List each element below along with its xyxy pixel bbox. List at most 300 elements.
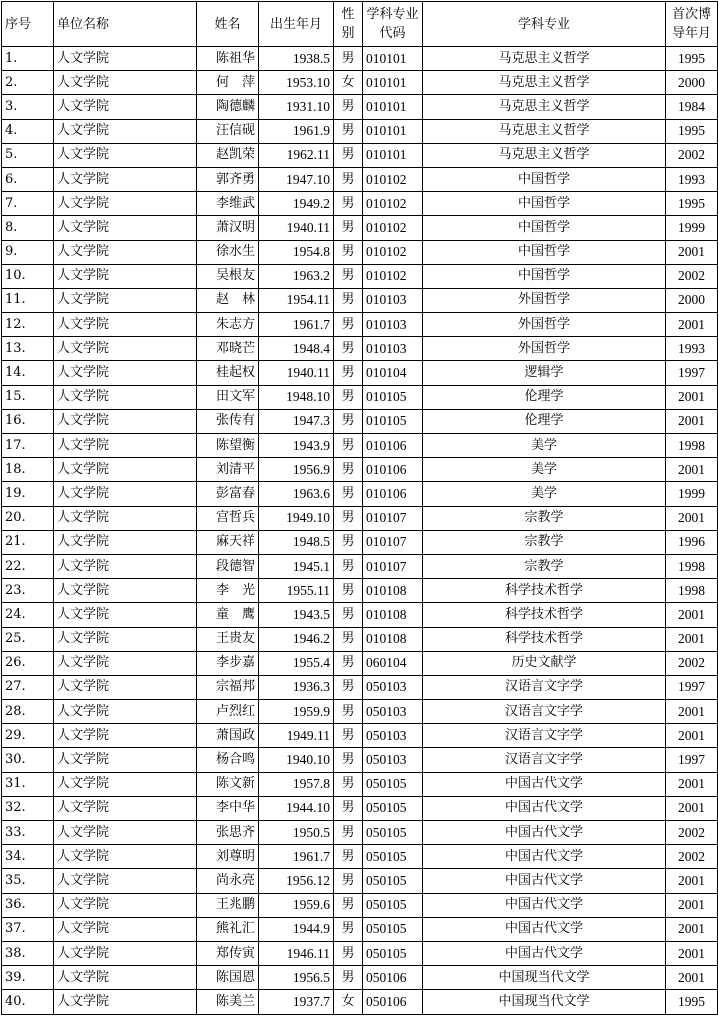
row-major: 美学 (423, 482, 666, 506)
row-birth: 1940.11 (259, 216, 334, 240)
row-unit: 人文学院 (54, 167, 197, 191)
row-index: 24. (2, 603, 54, 627)
row-birth: 1956.9 (259, 458, 334, 482)
row-year: 1997 (666, 675, 718, 699)
row-sex: 男 (334, 216, 363, 240)
row-unit: 人文学院 (54, 458, 197, 482)
row-unit: 人文学院 (54, 748, 197, 772)
row-major: 汉语言文字学 (423, 748, 666, 772)
row-code: 060104 (363, 651, 423, 675)
row-name: 宗福邦 (197, 675, 259, 699)
row-major: 历史文献学 (423, 651, 666, 675)
row-code: 050105 (363, 772, 423, 796)
row-unit: 人文学院 (54, 385, 197, 409)
row-index: 20. (2, 506, 54, 530)
row-birth: 1950.5 (259, 821, 334, 845)
row-index: 4. (2, 119, 54, 143)
row-major: 中国现当代文学 (423, 990, 666, 1014)
row-name: 陈文新 (197, 772, 259, 796)
row-unit: 人文学院 (54, 941, 197, 965)
row-unit: 人文学院 (54, 796, 197, 820)
header-birth: 出生年月 (259, 2, 334, 47)
table-row (2, 47, 718, 71)
row-birth: 1963.2 (259, 264, 334, 288)
row-major: 马克思主义哲学 (423, 95, 666, 119)
row-year: 2001 (666, 627, 718, 651)
row-unit: 人文学院 (54, 651, 197, 675)
row-sex: 男 (334, 845, 363, 869)
row-unit: 人文学院 (54, 724, 197, 748)
header-name: 姓名 (197, 2, 259, 47)
row-sex: 男 (334, 192, 363, 216)
row-year: 1996 (666, 530, 718, 554)
header-index: 序号 (2, 2, 54, 47)
row-birth: 1931.10 (259, 95, 334, 119)
row-birth: 1949.2 (259, 192, 334, 216)
row-birth: 1961.7 (259, 845, 334, 869)
table-row (2, 917, 718, 941)
row-name: 陈望衡 (197, 434, 259, 458)
row-sex: 男 (334, 167, 363, 191)
row-sex: 男 (334, 675, 363, 699)
row-index: 39. (2, 966, 54, 990)
table-row (2, 675, 718, 699)
row-birth: 1948.10 (259, 385, 334, 409)
table-row (2, 893, 718, 917)
row-year: 2001 (666, 917, 718, 941)
row-index: 10. (2, 264, 54, 288)
row-code: 010105 (363, 385, 423, 409)
row-name: 萧国政 (197, 724, 259, 748)
row-index: 34. (2, 845, 54, 869)
row-name: 刘清平 (197, 458, 259, 482)
table-row (2, 409, 718, 433)
row-code: 050105 (363, 917, 423, 941)
table-row (2, 627, 718, 651)
row-unit: 人文学院 (54, 893, 197, 917)
row-major: 中国古代文学 (423, 796, 666, 820)
row-birth: 1947.10 (259, 167, 334, 191)
table-row (2, 385, 718, 409)
row-code: 010101 (363, 71, 423, 95)
row-birth: 1938.5 (259, 47, 334, 71)
row-name: 李步嘉 (197, 651, 259, 675)
row-name: 李中华 (197, 796, 259, 820)
row-unit: 人文学院 (54, 264, 197, 288)
row-year: 1995 (666, 119, 718, 143)
row-name: 邓晓芒 (197, 337, 259, 361)
row-unit: 人文学院 (54, 216, 197, 240)
row-birth: 1947.3 (259, 409, 334, 433)
row-code: 050106 (363, 966, 423, 990)
row-index: 5. (2, 143, 54, 167)
row-name: 张思齐 (197, 821, 259, 845)
row-code: 010106 (363, 458, 423, 482)
row-sex: 男 (334, 264, 363, 288)
row-sex: 男 (334, 821, 363, 845)
row-major: 马克思主义哲学 (423, 47, 666, 71)
row-code: 010107 (363, 530, 423, 554)
row-year: 2002 (666, 264, 718, 288)
row-year: 2001 (666, 724, 718, 748)
row-major: 中国古代文学 (423, 845, 666, 869)
row-sex: 男 (334, 337, 363, 361)
row-unit: 人文学院 (54, 482, 197, 506)
row-sex: 男 (334, 409, 363, 433)
row-code: 010102 (363, 167, 423, 191)
row-year: 2001 (666, 893, 718, 917)
row-birth: 1949.11 (259, 724, 334, 748)
row-year: 1999 (666, 482, 718, 506)
row-birth: 1948.5 (259, 530, 334, 554)
row-major: 外国哲学 (423, 337, 666, 361)
row-unit: 人文学院 (54, 966, 197, 990)
row-sex: 男 (334, 482, 363, 506)
row-sex: 男 (334, 434, 363, 458)
table-header (2, 2, 718, 47)
row-birth: 1954.8 (259, 240, 334, 264)
row-name: 郑传寅 (197, 941, 259, 965)
row-index: 7. (2, 192, 54, 216)
row-sex: 男 (334, 651, 363, 675)
row-birth: 1948.4 (259, 337, 334, 361)
row-index: 19. (2, 482, 54, 506)
row-code: 010102 (363, 264, 423, 288)
header-row (2, 2, 718, 47)
row-index: 17. (2, 434, 54, 458)
table-row (2, 748, 718, 772)
row-index: 1. (2, 47, 54, 71)
row-major: 汉语言文字学 (423, 675, 666, 699)
row-birth: 1955.11 (259, 579, 334, 603)
table-row (2, 506, 718, 530)
row-unit: 人文学院 (54, 47, 197, 71)
row-index: 16. (2, 409, 54, 433)
row-major: 宗教学 (423, 530, 666, 554)
row-year: 2001 (666, 796, 718, 820)
row-sex: 男 (334, 941, 363, 965)
row-major: 外国哲学 (423, 288, 666, 312)
row-name: 田文军 (197, 385, 259, 409)
row-birth: 1946.11 (259, 941, 334, 965)
table-row (2, 337, 718, 361)
row-year: 1993 (666, 337, 718, 361)
row-unit: 人文学院 (54, 337, 197, 361)
row-major: 中国哲学 (423, 167, 666, 191)
row-unit: 人文学院 (54, 772, 197, 796)
row-unit: 人文学院 (54, 143, 197, 167)
header-major: 学科专业 (423, 2, 666, 47)
row-index: 3. (2, 95, 54, 119)
row-code: 010101 (363, 119, 423, 143)
row-unit: 人文学院 (54, 506, 197, 530)
row-birth: 1959.9 (259, 700, 334, 724)
row-sex: 男 (334, 530, 363, 554)
row-year: 2001 (666, 385, 718, 409)
row-birth: 1963.6 (259, 482, 334, 506)
row-unit: 人文学院 (54, 627, 197, 651)
row-year: 1999 (666, 216, 718, 240)
row-sex: 男 (334, 724, 363, 748)
row-birth: 1954.11 (259, 288, 334, 312)
row-code: 050105 (363, 796, 423, 820)
row-sex: 男 (334, 506, 363, 530)
row-major: 宗教学 (423, 554, 666, 578)
row-sex: 男 (334, 119, 363, 143)
row-sex: 男 (334, 893, 363, 917)
row-name: 张传有 (197, 409, 259, 433)
row-unit: 人文学院 (54, 917, 197, 941)
table-row (2, 95, 718, 119)
row-year: 2001 (666, 240, 718, 264)
row-code: 010103 (363, 288, 423, 312)
row-sex: 男 (334, 361, 363, 385)
row-year: 1995 (666, 47, 718, 71)
table-row (2, 482, 718, 506)
row-code: 050106 (363, 990, 423, 1014)
row-major: 伦理学 (423, 385, 666, 409)
row-year: 2001 (666, 506, 718, 530)
row-code: 010104 (363, 361, 423, 385)
row-name: 杨合鸣 (197, 748, 259, 772)
row-unit: 人文学院 (54, 845, 197, 869)
table-row (2, 240, 718, 264)
row-major: 中国哲学 (423, 216, 666, 240)
row-major: 科学技术哲学 (423, 603, 666, 627)
row-unit: 人文学院 (54, 313, 197, 337)
row-major: 伦理学 (423, 409, 666, 433)
table-row (2, 990, 718, 1014)
row-birth: 1957.8 (259, 772, 334, 796)
row-birth: 1961.9 (259, 119, 334, 143)
row-year: 1998 (666, 434, 718, 458)
row-index: 27. (2, 675, 54, 699)
table-row (2, 869, 718, 893)
row-unit: 人文学院 (54, 119, 197, 143)
row-birth: 1961.7 (259, 313, 334, 337)
row-sex: 女 (334, 71, 363, 95)
row-code: 010103 (363, 313, 423, 337)
row-sex: 男 (334, 554, 363, 578)
row-birth: 1945.1 (259, 554, 334, 578)
row-year: 2001 (666, 458, 718, 482)
row-year: 2001 (666, 966, 718, 990)
table-row (2, 724, 718, 748)
table-row (2, 700, 718, 724)
row-year: 1984 (666, 95, 718, 119)
row-major: 中国古代文学 (423, 821, 666, 845)
row-unit: 人文学院 (54, 990, 197, 1014)
row-birth: 1944.9 (259, 917, 334, 941)
row-code: 010102 (363, 192, 423, 216)
row-name: 宫哲兵 (197, 506, 259, 530)
row-major: 中国古代文学 (423, 893, 666, 917)
row-code: 010108 (363, 579, 423, 603)
row-birth: 1946.2 (259, 627, 334, 651)
row-unit: 人文学院 (54, 579, 197, 603)
row-index: 29. (2, 724, 54, 748)
table-row (2, 458, 718, 482)
table-row (2, 313, 718, 337)
row-index: 35. (2, 869, 54, 893)
row-name: 李 光 (197, 579, 259, 603)
table-row (2, 845, 718, 869)
row-code: 010103 (363, 337, 423, 361)
header-sex: 性别 (334, 2, 363, 47)
row-index: 13. (2, 337, 54, 361)
row-name: 王贵友 (197, 627, 259, 651)
row-major: 科学技术哲学 (423, 579, 666, 603)
table-row (2, 264, 718, 288)
row-sex: 男 (334, 627, 363, 651)
row-code: 010106 (363, 482, 423, 506)
row-code: 010101 (363, 143, 423, 167)
table-row (2, 966, 718, 990)
row-unit: 人文学院 (54, 288, 197, 312)
row-birth: 1956.12 (259, 869, 334, 893)
supervisor-table (1, 1, 718, 1015)
row-year: 1997 (666, 748, 718, 772)
row-name: 萧汉明 (197, 216, 259, 240)
row-unit: 人文学院 (54, 869, 197, 893)
row-index: 37. (2, 917, 54, 941)
row-sex: 男 (334, 603, 363, 627)
row-unit: 人文学院 (54, 554, 197, 578)
row-code: 050105 (363, 941, 423, 965)
row-year: 2002 (666, 821, 718, 845)
row-name: 赵凯荣 (197, 143, 259, 167)
row-unit: 人文学院 (54, 675, 197, 699)
table-row (2, 554, 718, 578)
row-year: 1997 (666, 361, 718, 385)
row-sex: 男 (334, 772, 363, 796)
row-year: 2001 (666, 313, 718, 337)
row-year: 2001 (666, 869, 718, 893)
row-unit: 人文学院 (54, 409, 197, 433)
table-row (2, 71, 718, 95)
row-sex: 男 (334, 143, 363, 167)
row-name: 陶德麟 (197, 95, 259, 119)
row-index: 8. (2, 216, 54, 240)
row-birth: 1940.11 (259, 361, 334, 385)
row-sex: 男 (334, 95, 363, 119)
row-sex: 男 (334, 47, 363, 71)
row-year: 2002 (666, 845, 718, 869)
row-code: 010108 (363, 627, 423, 651)
row-code: 010107 (363, 554, 423, 578)
row-name: 熊礼汇 (197, 917, 259, 941)
row-index: 14. (2, 361, 54, 385)
row-name: 王兆鹏 (197, 893, 259, 917)
row-name: 吴根友 (197, 264, 259, 288)
row-unit: 人文学院 (54, 95, 197, 119)
table-row (2, 651, 718, 675)
row-year: 1995 (666, 990, 718, 1014)
table-row (2, 941, 718, 965)
row-year: 2001 (666, 941, 718, 965)
row-major: 逻辑学 (423, 361, 666, 385)
row-sex: 男 (334, 917, 363, 941)
row-code: 010101 (363, 47, 423, 71)
table-body (2, 47, 718, 1015)
row-code: 010102 (363, 240, 423, 264)
row-sex: 男 (334, 385, 363, 409)
row-name: 汪信砚 (197, 119, 259, 143)
row-index: 26. (2, 651, 54, 675)
row-index: 32. (2, 796, 54, 820)
row-index: 9. (2, 240, 54, 264)
row-major: 汉语言文字学 (423, 700, 666, 724)
row-birth: 1962.11 (259, 143, 334, 167)
row-major: 中国哲学 (423, 192, 666, 216)
row-major: 宗教学 (423, 506, 666, 530)
row-sex: 男 (334, 869, 363, 893)
row-code: 050105 (363, 869, 423, 893)
row-sex: 男 (334, 313, 363, 337)
row-year: 2001 (666, 409, 718, 433)
row-sex: 男 (334, 579, 363, 603)
row-index: 21. (2, 530, 54, 554)
row-index: 18. (2, 458, 54, 482)
row-major: 马克思主义哲学 (423, 119, 666, 143)
row-index: 36. (2, 893, 54, 917)
row-major: 中国哲学 (423, 264, 666, 288)
table-row (2, 579, 718, 603)
table-row (2, 143, 718, 167)
row-birth: 1937.7 (259, 990, 334, 1014)
row-major: 外国哲学 (423, 313, 666, 337)
row-code: 010102 (363, 216, 423, 240)
row-code: 050105 (363, 821, 423, 845)
row-name: 麻天祥 (197, 530, 259, 554)
row-sex: 男 (334, 796, 363, 820)
row-name: 段德智 (197, 554, 259, 578)
row-name: 李维武 (197, 192, 259, 216)
row-year: 2001 (666, 772, 718, 796)
row-year: 2002 (666, 143, 718, 167)
row-year: 2001 (666, 603, 718, 627)
row-major: 中国古代文学 (423, 772, 666, 796)
row-sex: 男 (334, 700, 363, 724)
row-sex: 男 (334, 458, 363, 482)
row-code: 050103 (363, 700, 423, 724)
row-name: 卢烈红 (197, 700, 259, 724)
row-name: 刘尊明 (197, 845, 259, 869)
row-code: 050105 (363, 845, 423, 869)
row-major: 美学 (423, 434, 666, 458)
row-major: 中国古代文学 (423, 869, 666, 893)
row-sex: 男 (334, 966, 363, 990)
row-index: 31. (2, 772, 54, 796)
row-unit: 人文学院 (54, 192, 197, 216)
row-sex: 女 (334, 990, 363, 1014)
row-unit: 人文学院 (54, 603, 197, 627)
row-year: 1998 (666, 579, 718, 603)
row-major: 马克思主义哲学 (423, 143, 666, 167)
row-sex: 男 (334, 748, 363, 772)
table-row (2, 434, 718, 458)
row-index: 6. (2, 167, 54, 191)
row-code: 050105 (363, 893, 423, 917)
row-index: 11. (2, 288, 54, 312)
table-row (2, 772, 718, 796)
row-index: 38. (2, 941, 54, 965)
table-row (2, 530, 718, 554)
row-unit: 人文学院 (54, 434, 197, 458)
row-index: 22. (2, 554, 54, 578)
row-index: 25. (2, 627, 54, 651)
row-name: 陈祖华 (197, 47, 259, 71)
